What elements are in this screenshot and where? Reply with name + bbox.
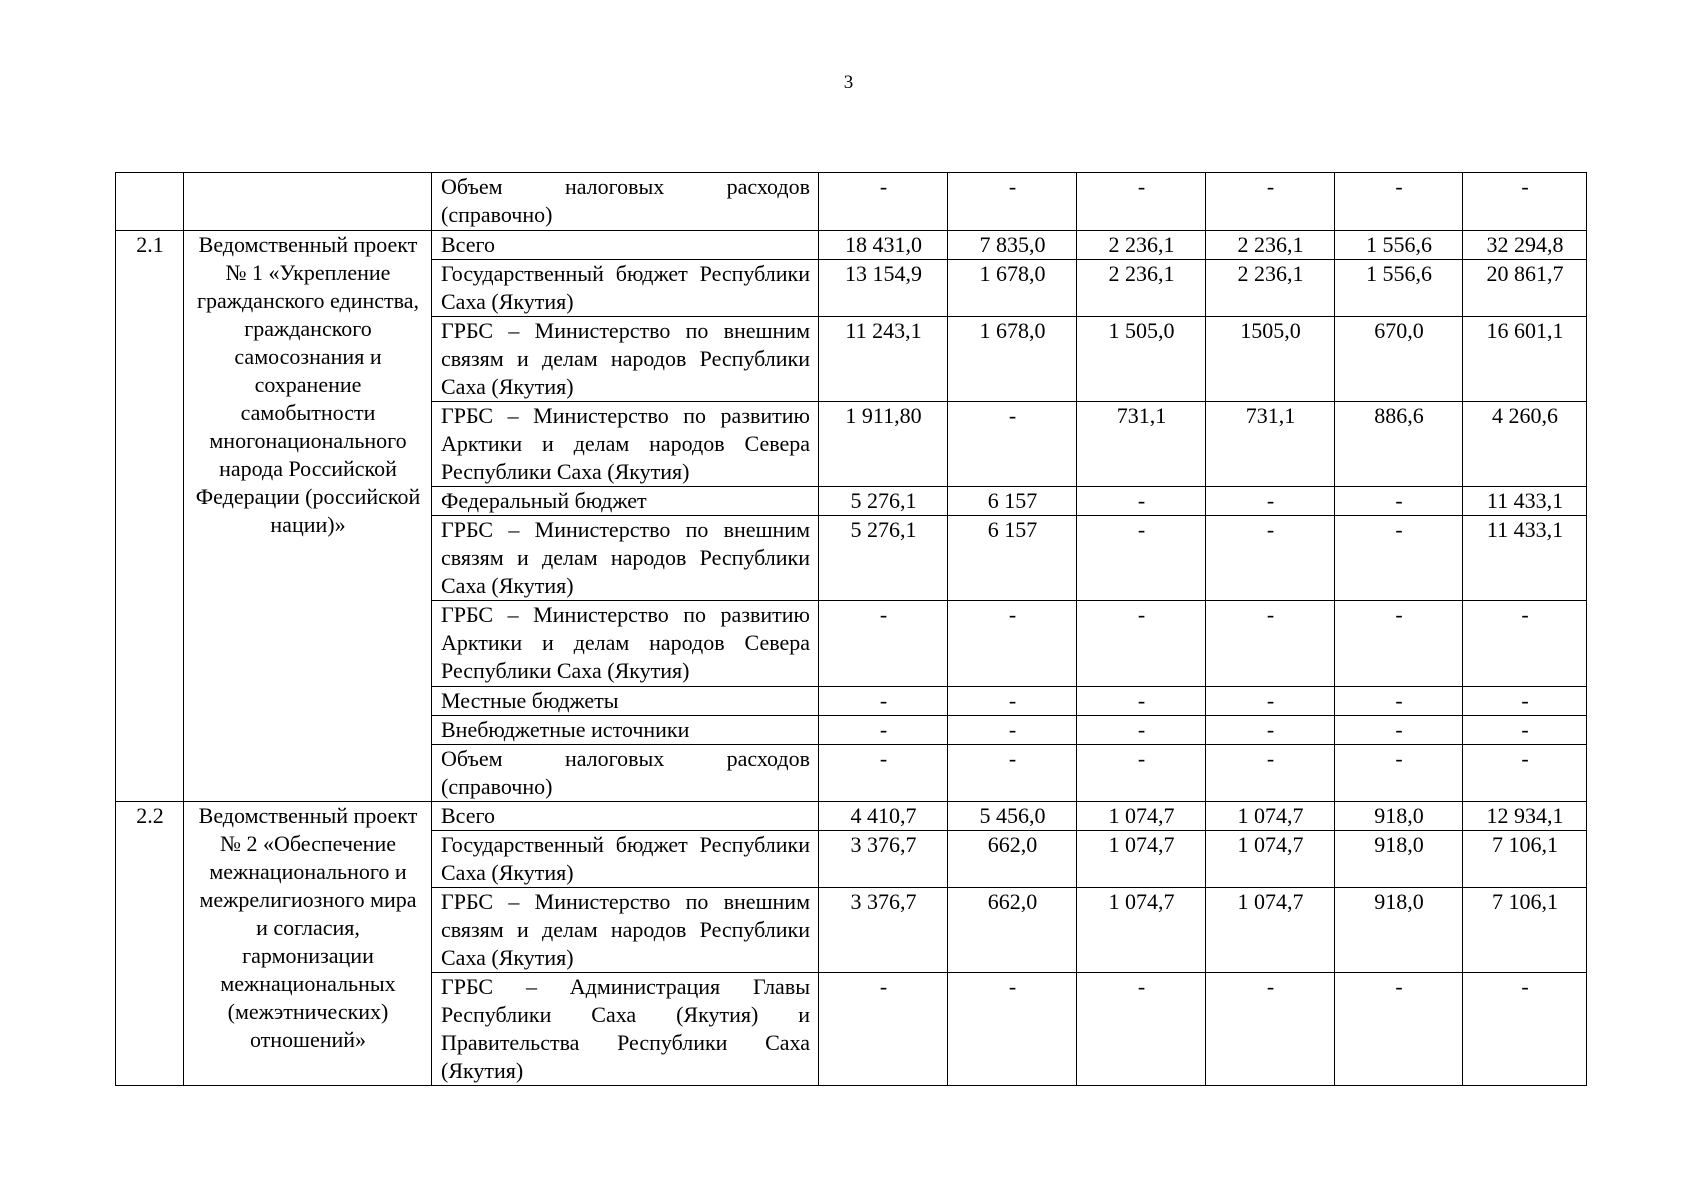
value-cell: 1 074,7 <box>1077 888 1206 973</box>
budget-table <box>115 172 1587 1086</box>
value-cell: - <box>1463 973 1587 1086</box>
value-cell: 1 074,7 <box>1206 802 1335 831</box>
value-cell: - <box>1077 601 1206 687</box>
value-cell: 3 376,7 <box>819 888 948 973</box>
value-cell: - <box>1335 973 1463 1086</box>
value-cell: 2 236,1 <box>1077 231 1206 260</box>
value-cell: 1 678,0 <box>948 260 1077 317</box>
funding-source-cell: Объем налоговых расходов (справочно) <box>432 173 819 231</box>
value-cell: 5 456,0 <box>948 802 1077 831</box>
value-cell: 11 433,1 <box>1463 487 1587 516</box>
value-cell: - <box>1335 516 1463 601</box>
value-cell: - <box>1077 973 1206 1086</box>
value-cell: 5 276,1 <box>819 516 948 601</box>
table-row <box>116 173 1587 231</box>
value-cell: - <box>1206 745 1335 802</box>
value-cell: - <box>1463 173 1587 231</box>
value-cell: - <box>1335 601 1463 687</box>
value-cell: - <box>1335 745 1463 802</box>
value-cell: - <box>1463 601 1587 687</box>
value-cell: - <box>948 973 1077 1086</box>
value-cell: 731,1 <box>1206 402 1335 487</box>
value-cell: - <box>1077 745 1206 802</box>
value-cell: - <box>819 601 948 687</box>
project-name-cell: Ведомственный проект № 2 «Обеспечение межнационального и межрелигиозного мира и согласия, гармонизации межнациональных (межэтнических) отношений» <box>184 802 432 1086</box>
project-name-cell: Ведомственный проект № 1 «Укрепление гражданского единства, гражданского самосознания и сохранение самобытности многонационального народа Российской Федерации (российской нации)» <box>184 231 432 802</box>
funding-source-cell: Государственный бюджет Республики Саха (Якутия) <box>432 831 819 888</box>
value-cell: 7 835,0 <box>948 231 1077 260</box>
value-cell: 1 556,6 <box>1335 231 1463 260</box>
value-cell: 7 106,1 <box>1463 831 1587 888</box>
value-cell: - <box>1206 687 1335 716</box>
value-cell: 2 236,1 <box>1206 231 1335 260</box>
value-cell: - <box>948 745 1077 802</box>
value-cell: 731,1 <box>1077 402 1206 487</box>
value-cell: - <box>948 601 1077 687</box>
value-cell: 1 556,6 <box>1335 260 1463 317</box>
value-cell: - <box>1077 687 1206 716</box>
value-cell: 918,0 <box>1335 802 1463 831</box>
funding-source-cell: ГРБС – Министерство по внешним связям и делам народов Республики Саха (Якутия) <box>432 516 819 601</box>
value-cell: - <box>948 402 1077 487</box>
value-cell: 1 678,0 <box>948 317 1077 402</box>
value-cell: 16 601,1 <box>1463 317 1587 402</box>
project-name-cell <box>184 173 432 231</box>
value-cell: - <box>1077 173 1206 231</box>
value-cell: 662,0 <box>948 831 1077 888</box>
value-cell: - <box>819 973 948 1086</box>
value-cell: 1 074,7 <box>1206 888 1335 973</box>
value-cell: 662,0 <box>948 888 1077 973</box>
funding-source-cell: Государственный бюджет Республики Саха (Якутия) <box>432 260 819 317</box>
value-cell: 5 276,1 <box>819 487 948 516</box>
value-cell: 12 934,1 <box>1463 802 1587 831</box>
value-cell: - <box>948 173 1077 231</box>
value-cell: 1 074,7 <box>1077 802 1206 831</box>
value-cell: - <box>948 716 1077 745</box>
funding-source-cell: ГРБС – Администрация Главы Республики Саха (Якутия) и Правительства Республики Саха (Якутия) <box>432 973 819 1086</box>
value-cell: 670,0 <box>1335 317 1463 402</box>
funding-source-cell: ГРБС – Министерство по развитию Арктики и делам народов Севера Республики Саха (Якутия) <box>432 402 819 487</box>
value-cell: - <box>1335 173 1463 231</box>
value-cell: 20 861,7 <box>1463 260 1587 317</box>
row-index-cell: 2.1 <box>116 231 184 802</box>
value-cell: 4 260,6 <box>1463 402 1587 487</box>
value-cell: - <box>1206 601 1335 687</box>
value-cell: - <box>819 173 948 231</box>
value-cell: 918,0 <box>1335 831 1463 888</box>
value-cell: 32 294,8 <box>1463 231 1587 260</box>
funding-source-cell: Федеральный бюджет <box>432 487 819 516</box>
value-cell: 11 243,1 <box>819 317 948 402</box>
funding-source-cell: ГРБС – Министерство по внешним связям и делам народов Республики Саха (Якутия) <box>432 317 819 402</box>
value-cell: 1 505,0 <box>1077 317 1206 402</box>
value-cell: - <box>819 716 948 745</box>
value-cell: 1505,0 <box>1206 317 1335 402</box>
value-cell: 1 074,7 <box>1077 831 1206 888</box>
value-cell: 4 410,7 <box>819 802 948 831</box>
table-row <box>116 231 1587 260</box>
value-cell: - <box>819 745 948 802</box>
table-row <box>116 802 1587 831</box>
value-cell: - <box>1463 687 1587 716</box>
funding-source-cell: Внебюджетные источники <box>432 716 819 745</box>
page-number: 3 <box>843 72 854 93</box>
funding-source-cell: Всего <box>432 231 819 260</box>
funding-source-cell: Местные бюджеты <box>432 687 819 716</box>
value-cell: - <box>1206 716 1335 745</box>
value-cell: 11 433,1 <box>1463 516 1587 601</box>
row-index-cell: 2.2 <box>116 802 184 1086</box>
funding-source-cell: Объем налоговых расходов (справочно) <box>432 745 819 802</box>
value-cell: - <box>1335 487 1463 516</box>
value-cell: 2 236,1 <box>1206 260 1335 317</box>
value-cell: 1 911,80 <box>819 402 948 487</box>
value-cell: - <box>948 687 1077 716</box>
value-cell: 918,0 <box>1335 888 1463 973</box>
value-cell: 13 154,9 <box>819 260 948 317</box>
value-cell: - <box>1463 716 1587 745</box>
value-cell: - <box>1335 687 1463 716</box>
funding-source-cell: ГРБС – Министерство по внешним связям и делам народов Республики Саха (Якутия) <box>432 888 819 973</box>
value-cell: 2 236,1 <box>1077 260 1206 317</box>
value-cell: 7 106,1 <box>1463 888 1587 973</box>
value-cell: - <box>1077 487 1206 516</box>
value-cell: - <box>1206 487 1335 516</box>
value-cell: 6 157 <box>948 487 1077 516</box>
row-index-cell <box>116 173 184 231</box>
funding-source-cell: ГРБС – Министерство по развитию Арктики и делам народов Севера Республики Саха (Якутия) <box>432 601 819 687</box>
value-cell: - <box>1335 716 1463 745</box>
value-cell: - <box>1206 173 1335 231</box>
value-cell: - <box>1206 973 1335 1086</box>
value-cell: - <box>819 687 948 716</box>
value-cell: 1 074,7 <box>1206 831 1335 888</box>
value-cell: 18 431,0 <box>819 231 948 260</box>
value-cell: - <box>1077 716 1206 745</box>
value-cell: 6 157 <box>948 516 1077 601</box>
value-cell: - <box>1077 516 1206 601</box>
value-cell: 3 376,7 <box>819 831 948 888</box>
value-cell: - <box>1206 516 1335 601</box>
value-cell: - <box>1463 745 1587 802</box>
funding-source-cell: Всего <box>432 802 819 831</box>
value-cell: 886,6 <box>1335 402 1463 487</box>
